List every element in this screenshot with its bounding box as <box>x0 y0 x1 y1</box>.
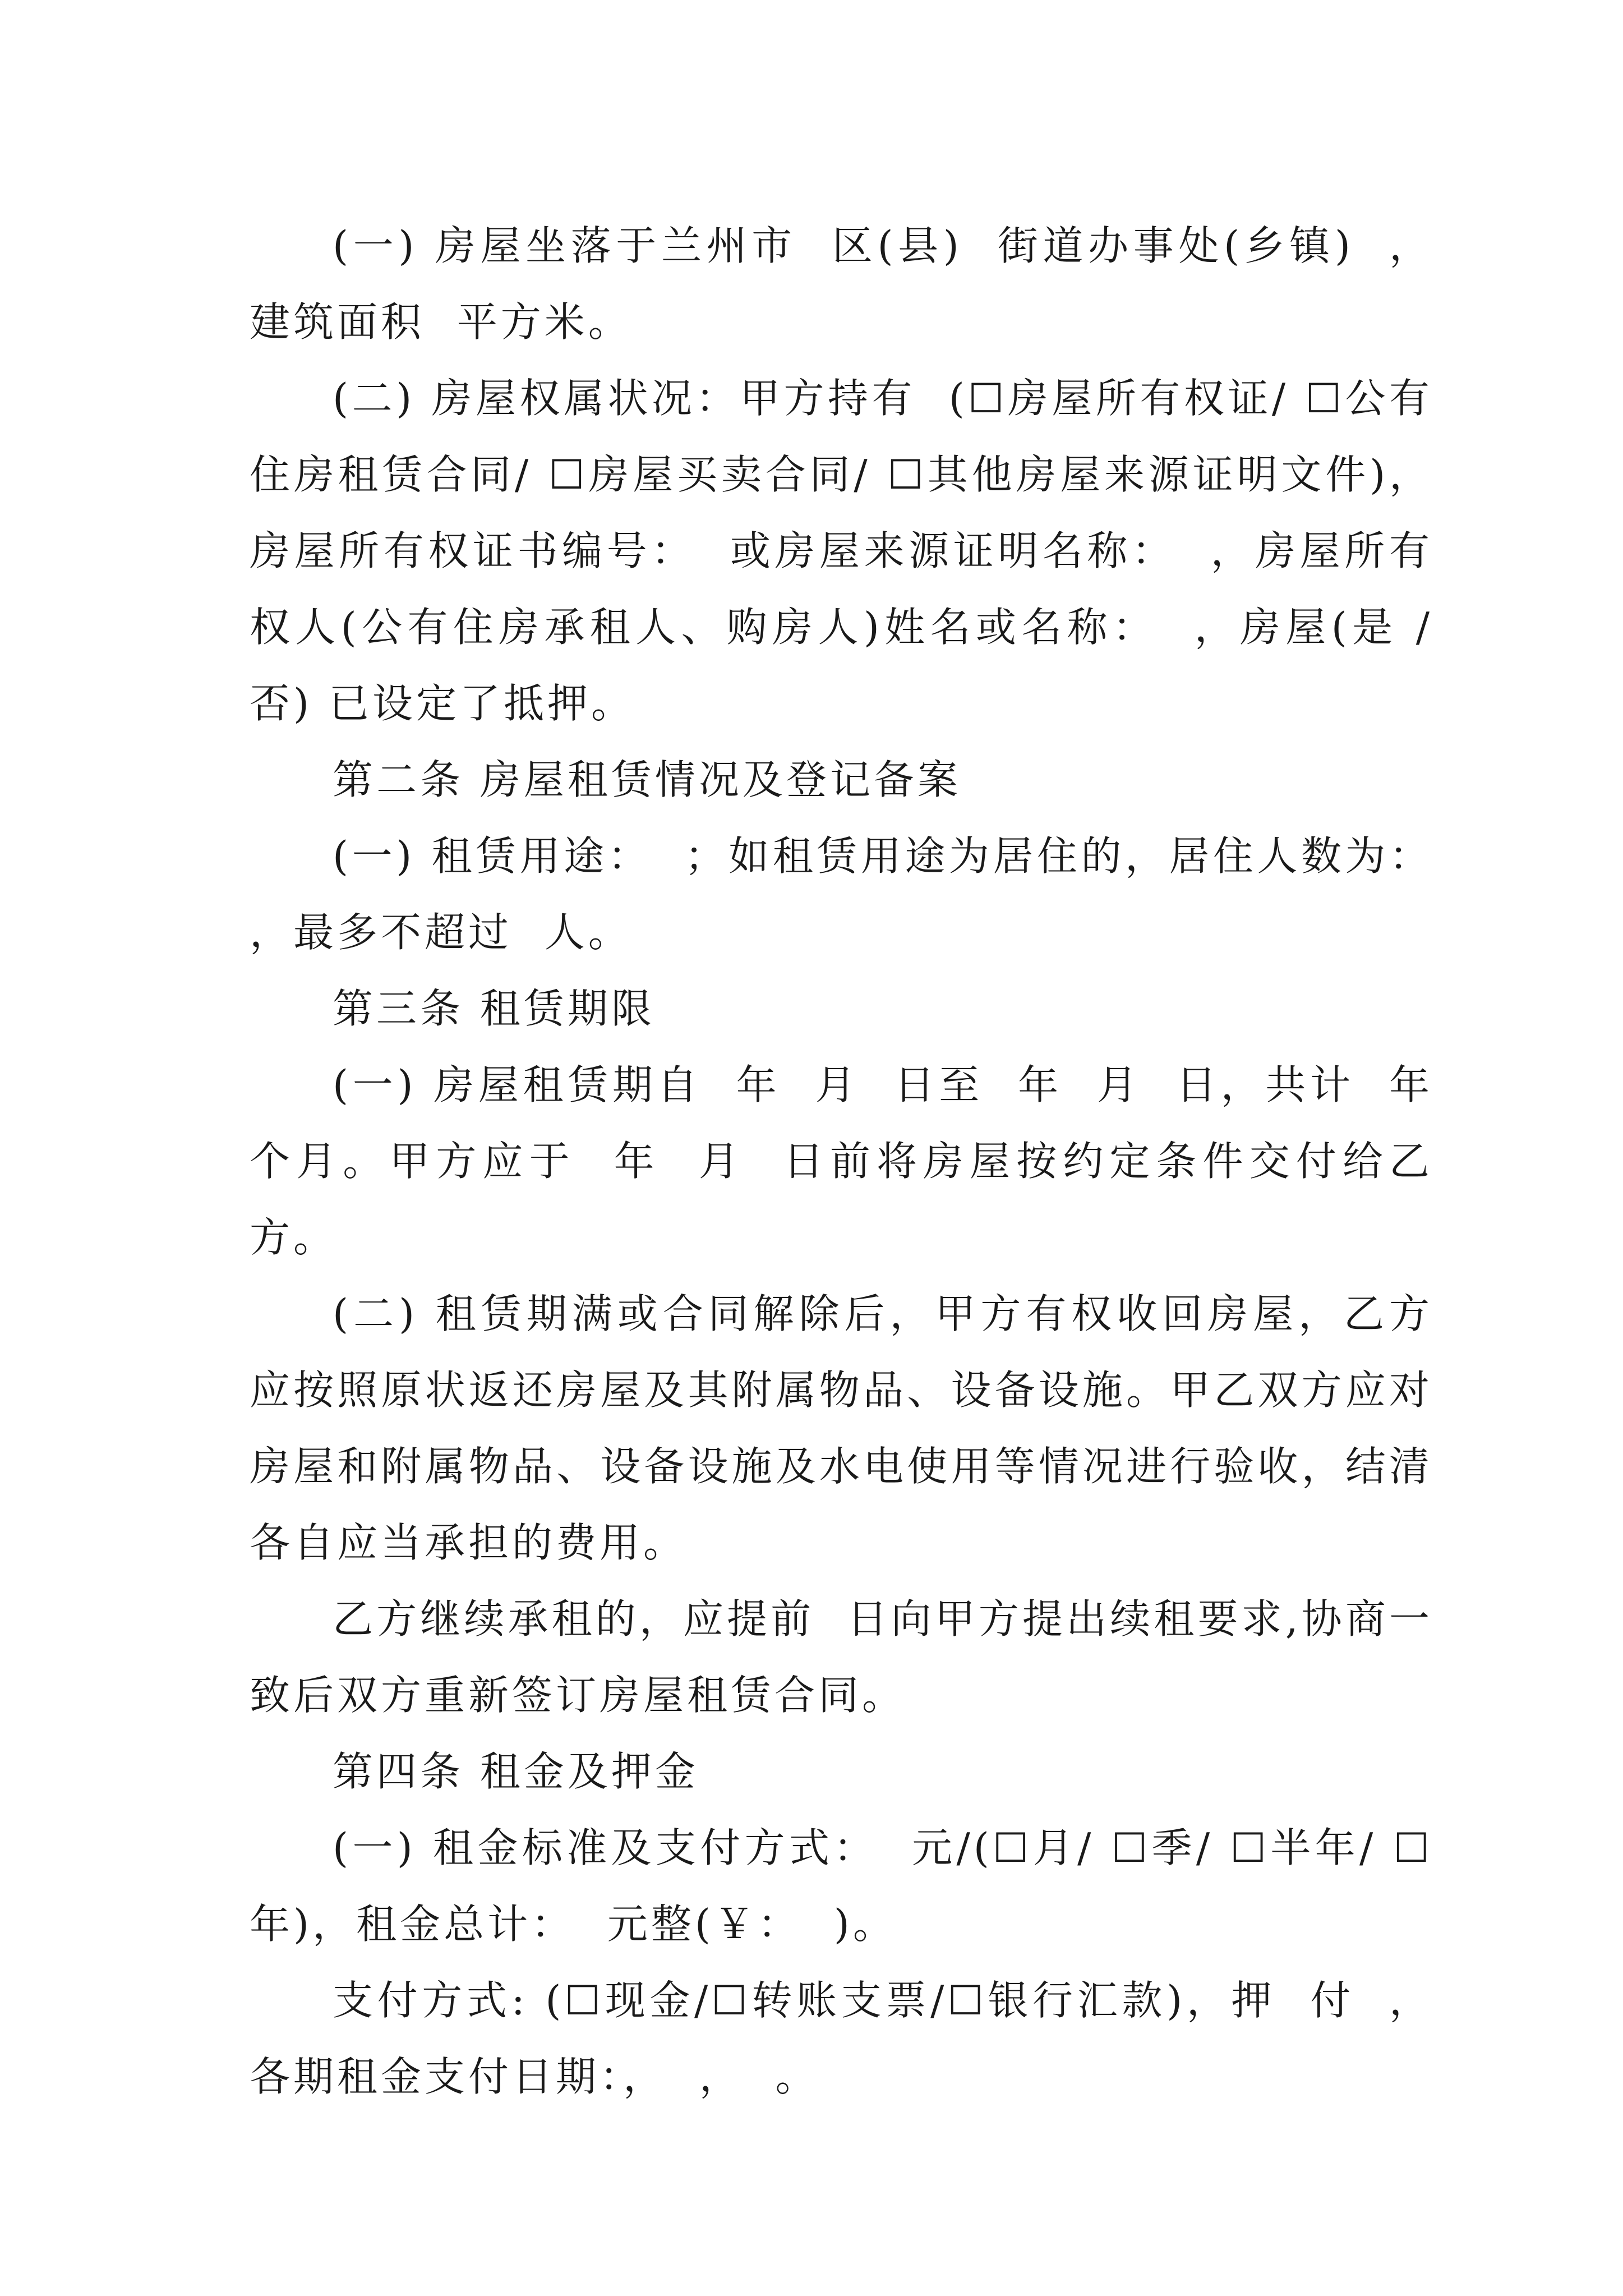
paragraph-renewal: 乙方继续承租的，应提前 日向甲方提出续租要求,协商一致后双方重新签订房屋租赁合同。 <box>250 1595 1433 1719</box>
contract-body <box>250 208 1465 2115</box>
paragraph-term: (一) 房屋租赁期自 年 月 日至 年 月 日，共计 年 个月。甲方应于 年 月 日前将房屋按约定条件交付给乙方。 <box>250 1061 1465 1261</box>
article-3-heading: 第三条 租赁期限 <box>333 985 655 1032</box>
article-2-heading: 第二条 房屋租赁情况及登记备案 <box>333 756 961 803</box>
paragraph-rent: (一) 租金标准及支付方式： 元/(☐月/ ☐季/ ☐半年/ ☐年)，租金总计： 元整(￥： )。 <box>250 1824 1433 1948</box>
paragraph-ownership: (二) 房屋权属状况：甲方持有 (☐房屋所有权证/ ☐公有住房租赁合同/ ☐房屋买卖合同/ ☐其他房屋来源证明文件)，房屋所有权证书编号： 或房屋来源证明名称： ，房屋所有权人(公有住房承租人、购房人)姓名或名称： ，房屋(是 / 否) 已设定了抵押。 <box>250 375 1449 727</box>
paragraph-location: (一) 房屋坐落于兰州市 区(县) 街道办事处(乡镇) ，建筑面积 平方米。 <box>250 222 1433 346</box>
paragraph-payment: 支付方式: (☐现金/☐转账支票/☐银行汇款)，押 付 ，各期租金支付日期：， ， 。 <box>250 1977 1433 2100</box>
paragraph-usage: (一) 租赁用途： ；如租赁用途为居住的，居住人数为： ，最多不超过 人。 <box>250 832 1465 956</box>
article-4-heading: 第四条 租金及押金 <box>333 1748 699 1795</box>
paragraph-return: (二) 租赁期满或合同解除后，甲方有权收回房屋，乙方应按照原状返还房屋及其附属物品、设备设施。甲乙双方应对房屋和附属物品、设备设施及水电使用等情况进行验收，结清各自应当承担的费用。 <box>250 1290 1433 1566</box>
